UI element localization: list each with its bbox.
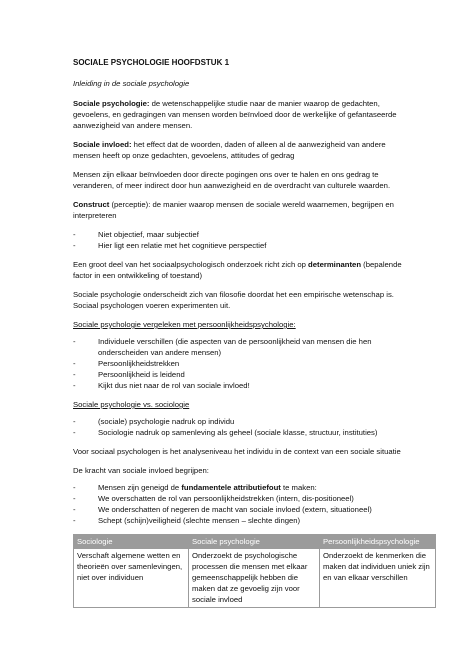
attribution-list [73,482,413,526]
table-cell: Onderzoekt de psychologische processen die mensen met elkaar gemeenschappelijk hebben die maken dat ze gevoelig zijn voor sociale invloed [189,549,320,608]
table-header-cell: Sociale psychologie [189,535,320,549]
list-item: - Hier ligt een relatie met het cognitieve perspectief [73,240,413,251]
document-content [73,57,430,608]
list-item: - We onderschatten of negeren de macht van sociale invloed (extern, situationeel) [73,504,413,515]
table-cell: Verschaft algemene wetten en theorieën over samenlevingen, niet over individuen [74,549,189,608]
paragraph-beinvloeden: Mensen zijn elkaar beïnvloeden door directe pogingen ons over te halen en ons gedrag te veranderen, of meer indirect door hun aanwezigheid en de overdracht van culturele waarden. [73,170,391,190]
list-item: - Sociologie nadruk op samenleving als geheel (sociale klasse, structuur, instituties) [73,427,413,438]
text-run: Een groot deel van het sociaalpsychologisch onderzoek richt zich op [73,260,309,269]
definition-term: Sociale psychologie: [73,99,150,108]
list-item: - Persoonlijkheid is leidend [73,369,413,380]
definition-sociale-invloed [73,139,413,161]
list-item: - Persoonlijkheidstrekken [73,358,413,369]
comparison-table [73,534,436,608]
list-item: - Individuele verschillen (die aspecten van de persoonlijkheid van mensen die hen onderscheiden van andere mensen) [73,336,413,358]
construct-list [73,229,413,251]
list-item: - We overschatten de rol van persoonlijkheidstrekken (intern, dis-positioneel) [73,493,413,504]
sociology-list [73,416,413,438]
paragraph-empirisch: Sociale psychologie onderscheidt zich van filosofie doordat het een empirische wetenschap is. Sociaal psychologen voeren experimenten uit. [73,290,394,310]
paragraph-analyseniveau: Voor sociaal psychologen is het analyseniveau het individu in de context van een sociale situatie [73,447,401,456]
definition-term: Construct [73,200,110,209]
table-header-cell: Sociologie [74,535,189,549]
paragraph-determinanten [73,259,413,281]
heading-sociologie: Sociale psychologie vs. sociologie [73,400,190,409]
paragraph-kracht: De kracht van sociale invloed begrijpen: [73,466,209,475]
table-header-row [74,535,436,549]
definition-sociale-psychologie [73,98,413,131]
definition-term: Sociale invloed: [73,140,132,149]
personality-list [73,336,413,391]
text-run: (bepalende factor in een ontwikkeling of toestand) [73,260,402,280]
definition-text: de wetenschappelijke studie naar de manier waarop de gedachten, gevoelens, en gedragingen van mensen worden beïnvloed door de werkelijke of gefantaseerde aanwezigheid van andere mensen. [73,99,397,130]
bold-term: determinanten [308,260,362,269]
definition-construct [73,199,413,221]
list-item: - Schept (schijn)veiligheid (slechte mensen – slechte dingen) [73,515,413,526]
list-item: - Niet objectief, maar subjectief [73,229,413,240]
definition-text: (perceptie): de manier waarop mensen de sociale wereld waarnemen, begrijpen en interpreteren [73,200,394,220]
section-subtitle: Inleiding in de sociale psychologie [73,79,190,88]
list-item: - (sociale) psychologie nadruk op individu [73,416,413,427]
heading-persoonlijkheidspsychologie: Sociale psychologie vergeleken met persoonlijkheidspsychologie: [73,320,296,329]
list-item [73,482,413,493]
definition-text: het effect dat de woorden, daden of alleen al de aanwezigheid van andere mensen heeft op onze gedachten, gevoelens, attitudes of gedrag [73,140,386,160]
bold-term: fundamentele attributiefout [181,483,281,492]
text-run: Mensen zijn geneigd de [98,483,182,492]
table-header-cell: Persoonlijkheidspsychologie [320,535,436,549]
page-title: SOCIALE PSYCHOLOGIE HOOFDSTUK 1 [73,58,230,67]
list-item: - Kijkt dus niet naar de rol van sociale invloed! [73,380,413,391]
text-run: te maken: [280,483,317,492]
table-cell: Onderzoekt de kenmerken die maken dat individuen uniek zijn en van elkaar verschillen [320,549,436,608]
table-row [74,549,436,608]
